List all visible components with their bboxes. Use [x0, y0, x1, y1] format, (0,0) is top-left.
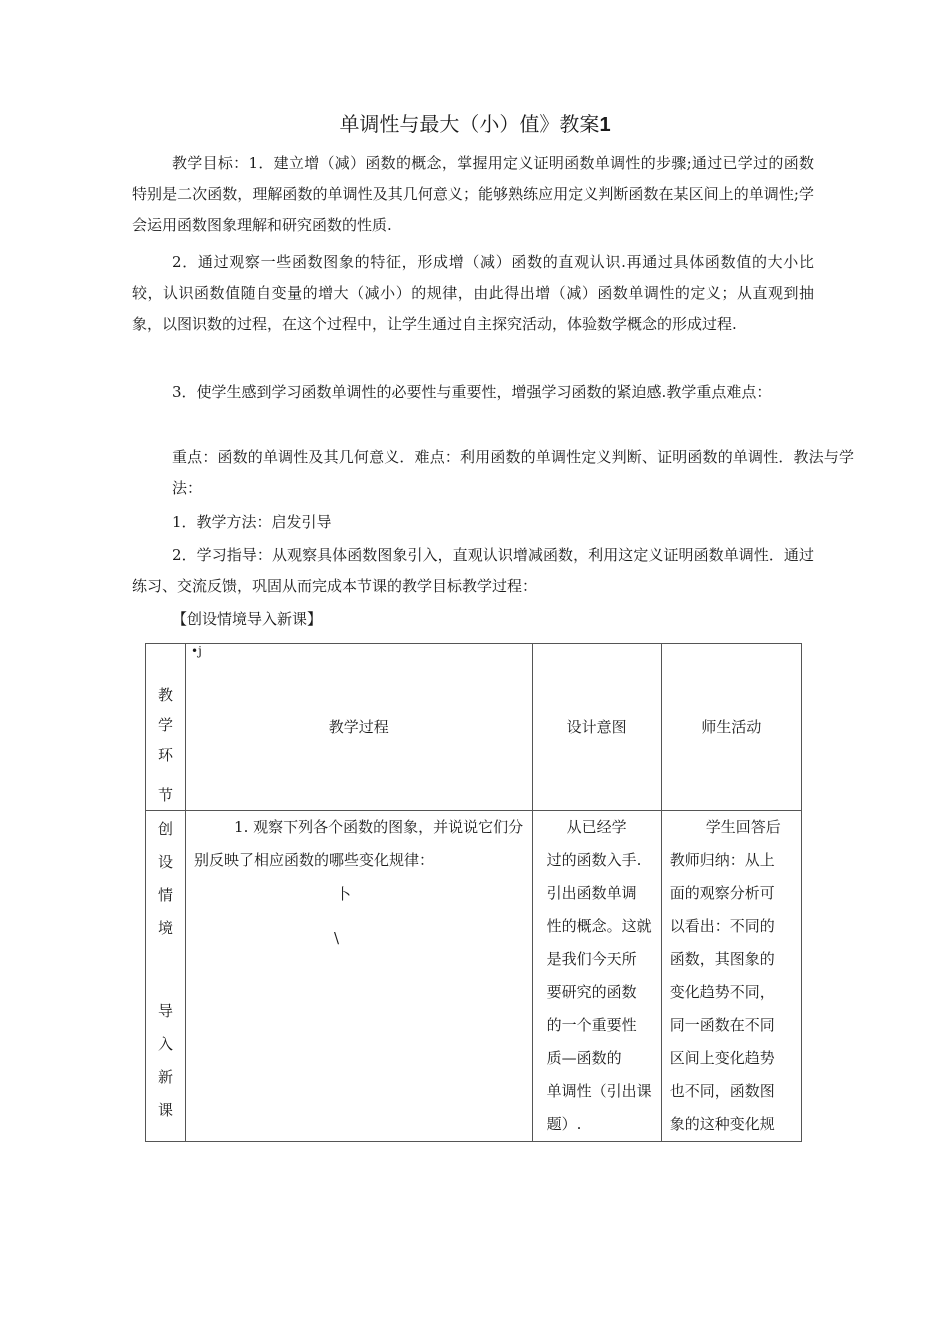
intent-line: 单调性（引出课 [546, 1082, 652, 1100]
intent-header: 设计意图 [566, 718, 627, 736]
process-text: 1. 观察下列各个函数的图象，并说说它们分别反映了相应函数的哪些变化规律： [194, 818, 524, 869]
title-number: 1 [599, 114, 611, 136]
activity-header-cell [661, 644, 801, 811]
section-label: 【创设情境导入新课】 [172, 610, 323, 628]
intent-line: 是我们今天所 [546, 950, 637, 968]
document-title [0, 110, 950, 139]
activity-header: 师生活动 [701, 718, 762, 736]
corner-mark: •j [191, 644, 202, 658]
process-header-cell [186, 644, 533, 811]
stage-char: 境 [158, 919, 174, 937]
teaching-method-paragraph: 1．教学方法：启发引导 [172, 513, 332, 531]
key-points-paragraph: 重点：函数的单调性及其几何意义．难点：利用函数的单调性定义判断、证明函数的单调性．教法与学法： [172, 448, 854, 497]
intent-line: 要研究的函数 [546, 983, 637, 1001]
intent-line: 的一个重要性 [546, 1016, 637, 1034]
stage-char: 入 [158, 1035, 174, 1053]
stage-header-char: 节 [158, 786, 174, 804]
intent-line: 性的概念。这就 [546, 917, 652, 935]
stage-char: 新 [158, 1068, 174, 1086]
activity-line: 同一函数在不同 [669, 1016, 775, 1034]
activity-line: 变化趋势不同， [669, 983, 775, 1001]
lesson-table [145, 643, 802, 1142]
intent-header-cell [532, 644, 661, 811]
objective-paragraph-3: 3．使学生感到学习函数单调性的必要性与重要性，增强学习函数的紧迫感.教学重点难点： [172, 383, 772, 401]
stage-char: 创 [158, 820, 174, 838]
stage-header-cell [146, 644, 186, 811]
intent-line: 引出函数单调 [546, 884, 637, 902]
activity-line: 面的观察分析可 [669, 884, 775, 902]
stage-char: 导 [158, 1002, 174, 1020]
title-text: 单调性与最大（小）值》教案 [339, 112, 600, 136]
activity-cell [661, 811, 801, 1142]
activity-line: 区间上变化趋势 [669, 1049, 775, 1067]
stage-cell [146, 811, 186, 1142]
activity-line: 学生回答后 [705, 818, 781, 836]
process-header: 教学过程 [328, 718, 389, 736]
activity-line: 教师归纳：从上 [669, 851, 775, 869]
intent-cell [532, 811, 661, 1142]
objective-paragraph-1: 教学目标：1．建立增（减）函数的概念，掌握用定义证明函数单调性的步骤;通过已学过的函数特别是二次函数，理解函数的单调性及其几何意义；能够熟练应用定义判断函数在某区间上的单调性;学会运用函数图象理解和研究函数的性质. [132, 154, 814, 234]
process-cell [186, 811, 533, 1142]
activity-line: 也不同，函数图 [669, 1082, 775, 1100]
activity-line: 以看出：不同的 [669, 917, 775, 935]
stage-header-char: 教 [158, 686, 174, 704]
objective-paragraph-2: 2．通过观察一些函数图象的特征，形成增（减）函数的直观认识.再通过具体函数值的大小比较，认识函数值随自变量的增大（减小）的规律，由此得出增（减）函数单调性的定义；从直观到抽象，以图识数的过程，在这个过程中，让学生通过自主探究活动，体验数学概念的形成过程. [132, 253, 814, 333]
stage-char: 设 [158, 853, 174, 871]
activity-line: 象的这种变化规 [669, 1115, 775, 1133]
table-header-row [146, 644, 802, 811]
intent-line: 质—函数的 [546, 1049, 622, 1067]
stage-header-char: 环 [158, 746, 174, 764]
intent-line: 过的函数入手. [546, 851, 642, 869]
stage-header-char: 学 [158, 716, 174, 734]
graph-symbol-1: 卜 [336, 885, 352, 903]
stage-char: 情 [158, 886, 174, 904]
intent-line: 从已经学 [566, 818, 627, 836]
graph-symbol-2: \ [334, 929, 340, 947]
activity-line: 函数，其图象的 [669, 950, 775, 968]
learning-guide-paragraph: 2．学习指导：从观察具体函数图象引入，直观认识增减函数，利用这定义证明函数单调性．通过练习、交流反馈，巩固从而完成本节课的教学目标教学过程： [132, 546, 814, 595]
intent-line: 题）. [546, 1115, 582, 1133]
table-body-row [146, 811, 802, 1142]
stage-char: 课 [158, 1101, 174, 1119]
